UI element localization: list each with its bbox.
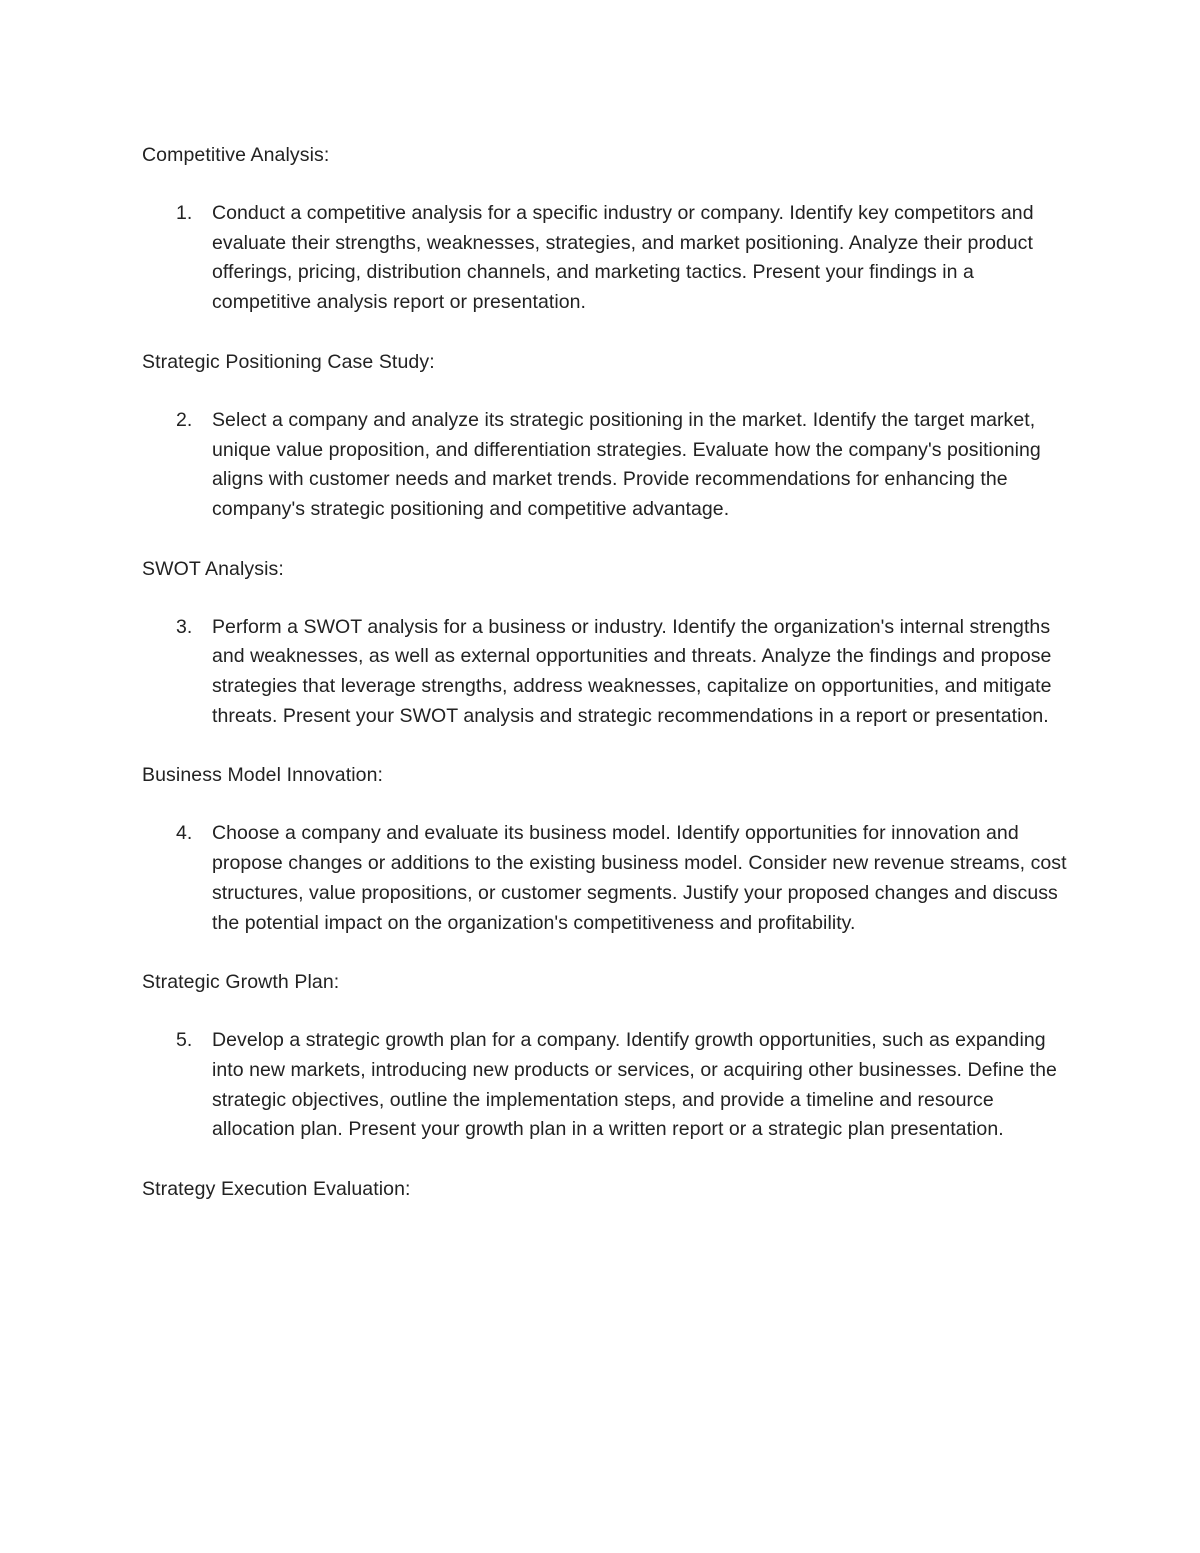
list-item-1 (142, 199, 1072, 318)
list-item-4 (142, 819, 1072, 938)
list-item-text: Conduct a competitive analysis for a specific industry or company. Identify key competitors and evaluate their strengths, weaknesses, strategies, and market positioning. Analyze their product offerings, pricing, distribution channels, and marketing tactics. Present your findings in a competitive analysis report or presentation. (212, 202, 1034, 314)
section-heading-strategic-positioning: Strategic Positioning Case Study: (142, 350, 435, 373)
list-item-text: Choose a company and evaluate its business model. Identify opportunities for innovation and propose changes or additions to the existing business model. Consider new revenue streams, cost structures, value propositions, or customer segments. Justify your proposed changes and discuss the potential impact on the organization's competitiveness and profitability. (212, 822, 1067, 934)
list-item-text: Develop a strategic growth plan for a company. Identify growth opportunities, such as expanding into new markets, introducing new products or services, or acquiring other businesses. Define the strategic objectives, outline the implementation steps, and provide a timeline and resource allocation plan. Present your growth plan in a written report or a strategic plan presentation. (212, 1029, 1057, 1141)
list-item-text: Perform a SWOT analysis for a business or industry. Identify the organization's internal strengths and weaknesses, as well as external opportunities and threats. Analyze the findings and propose strategies that leverage strengths, address weaknesses, capitalize on opportunities, and mitigate threats. Present your SWOT analysis and strategic recommendations in a report or presentation. (212, 615, 1052, 727)
section-heading-competitive-analysis: Competitive Analysis: (142, 144, 330, 166)
section-heading-strategy-execution-evaluation: Strategy Execution Evaluation: (142, 1178, 411, 1201)
section-heading-swot-analysis: SWOT Analysis: (142, 557, 284, 580)
list-number: 1. (176, 202, 193, 224)
list-item-text: Select a company and analyze its strategic positioning in the market. Identify the target market, unique value proposition, and differentiation strategies. Evaluate how the company's positioning aligns with customer needs and market trends. Provide recommendations for enhancing the company's strategic positioning and competitive advantage. (212, 408, 1041, 520)
list-number: 3. (176, 615, 193, 638)
list-item-2 (142, 406, 1072, 525)
document-content (142, 140, 1072, 1233)
list-item-3 (142, 613, 1072, 732)
list-item-5 (142, 1026, 1072, 1145)
section-heading-strategic-growth-plan: Strategic Growth Plan: (142, 971, 340, 994)
list-number: 2. (176, 408, 193, 431)
list-number: 4. (176, 822, 193, 845)
list-number: 5. (176, 1029, 193, 1052)
section-heading-business-model-innovation: Business Model Innovation: (142, 764, 384, 787)
